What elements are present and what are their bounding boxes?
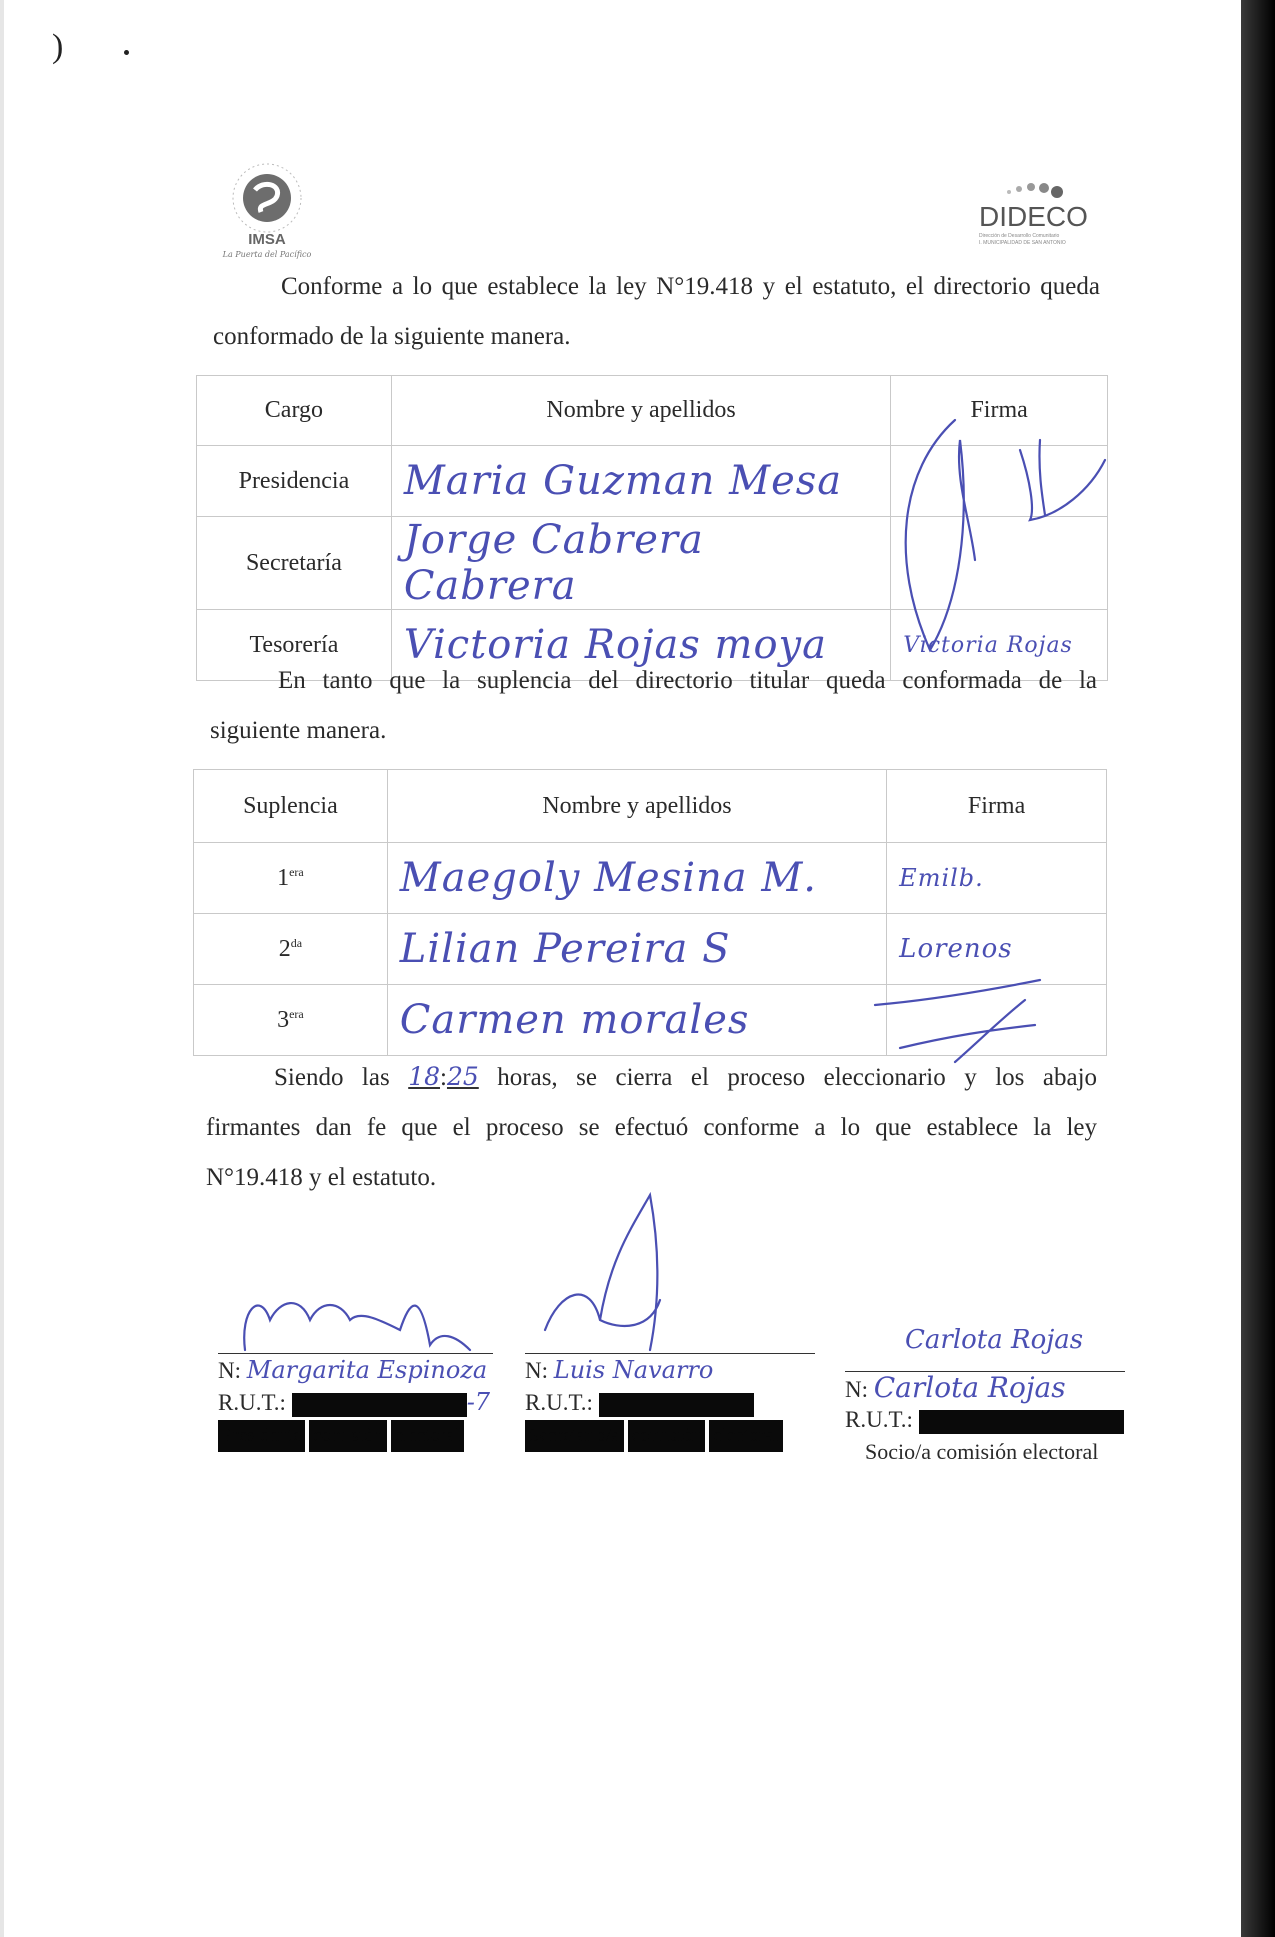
table-header-row (194, 770, 1107, 843)
signatory-name: Margarita Espinoza (246, 1356, 488, 1384)
dideco-dot (1007, 190, 1011, 194)
table-row (197, 446, 1108, 517)
ordinal: 3 (277, 1006, 290, 1033)
dideco-dot (1039, 183, 1049, 193)
closing-line3: N°19.418 y el estatuto. (206, 1164, 437, 1191)
signatory-name: Carlota Rojas (873, 1371, 1066, 1404)
signatory-rut-row (525, 1386, 815, 1418)
scan-edge-left (0, 0, 4, 1937)
redaction-bar (919, 1410, 1124, 1434)
dideco-logo-text: DIDECO (979, 201, 1088, 232)
header-firma: Firma (891, 376, 1108, 446)
suplencia-line2: siguiente manera. (210, 717, 387, 744)
table-row (194, 843, 1107, 914)
corner-dot (124, 50, 129, 55)
signatory-name-row (218, 1354, 493, 1386)
ordinal-suffix: era (289, 864, 304, 879)
handwritten-name: Jorge Cabrera Cabrera (391, 517, 890, 610)
closing-paragraph (206, 1052, 1097, 1203)
signatory-role (218, 1418, 493, 1450)
firma-cell (891, 517, 1108, 610)
signatory-secretario (525, 1353, 815, 1450)
intro-line1: Conforme a lo que establece la ley N°19.418 y el estatuto, el directorio queda (281, 273, 1100, 300)
dideco-logo (975, 180, 1095, 260)
signatory-role: Socio/a comisión electoral (865, 1439, 1099, 1464)
signatory-role (525, 1418, 815, 1450)
rut-label: R.U.T.: (525, 1390, 593, 1415)
name-label: N: (525, 1358, 548, 1383)
signatory-rut-row (218, 1386, 493, 1418)
redacted-role-word: electoral (391, 1420, 464, 1452)
closing-prefix: Siendo las (274, 1064, 390, 1091)
cargo-cell: Tesorería (197, 610, 392, 681)
redaction-bar (292, 1393, 467, 1417)
signatory-name-row (845, 1372, 1125, 1404)
imsa-logo-text: IMSA (248, 231, 286, 248)
imsa-logo (215, 160, 320, 260)
firma-handwritten: Emilb. (887, 843, 1107, 914)
signature-secretario-stroke (545, 1195, 660, 1350)
dideco-dot (1016, 186, 1022, 192)
signatory-presidente (218, 1353, 493, 1450)
redaction-bar (599, 1393, 754, 1417)
redacted-role-word: Presidente (218, 1420, 305, 1452)
closing-hour: 18 (408, 1062, 441, 1091)
table-row (197, 517, 1108, 610)
closing-line1 (206, 1052, 1097, 1103)
table-row (194, 985, 1107, 1056)
corner-mark: ) (52, 28, 64, 65)
signatory-name: Luis Navarro (553, 1356, 714, 1384)
intro-paragraph (213, 262, 1100, 362)
signature-presidente-stroke (244, 1303, 470, 1350)
ordinal-suffix: da (290, 935, 303, 950)
handwritten-name: Maegoly Mesina M. (387, 843, 886, 914)
suplencia-table (193, 769, 1107, 1056)
suplencia-line1: En tanto que la suplencia del directorio titular queda conformada de la (278, 667, 1097, 694)
header-firma: Firma (887, 770, 1107, 843)
handwritten-name: Victoria Rojas moya (391, 610, 890, 681)
signatory-socio (845, 1325, 1125, 1468)
redacted-role-word: electoral (709, 1420, 782, 1452)
rut-visible-digits: -7 (466, 1388, 491, 1416)
redacted-role-word: comisión (628, 1420, 706, 1452)
cargo-cell: Presidencia (197, 446, 392, 517)
ordinal: 1 (277, 864, 290, 891)
ordinal: 2 (278, 935, 291, 962)
suplencia-number (194, 843, 388, 914)
header-nombre: Nombre y apellidos (391, 376, 890, 446)
redacted-role-word: Secretario/a (525, 1420, 624, 1452)
directorio-table (196, 375, 1108, 681)
firma-cell (887, 985, 1107, 1056)
suplencia-number (194, 985, 388, 1056)
suplencia-number (194, 914, 388, 985)
firma-handwritten: Victoria Rojas (891, 610, 1108, 681)
closing-line2: firmantes dan fe que el proceso se efectuó conforme a lo que establece la ley (206, 1114, 1097, 1141)
name-label: N: (218, 1358, 241, 1383)
rut-label: R.U.T.: (218, 1390, 286, 1415)
redacted-role-word: comisión (309, 1420, 387, 1452)
dideco-dot (1051, 186, 1063, 198)
dideco-dot (1027, 183, 1035, 191)
closing-suffix: horas, se cierra el proceso eleccionario y los abajo (497, 1064, 1098, 1091)
closing-sep: : (440, 1064, 447, 1091)
ordinal-suffix: era (289, 1006, 304, 1021)
rut-label: R.U.T.: (845, 1407, 913, 1432)
handwritten-name: Lilian Pereira S (387, 914, 886, 985)
header-suplencia: Suplencia (194, 770, 388, 843)
signatory-name-row (525, 1354, 815, 1386)
suplencia-paragraph (210, 656, 1097, 756)
intro-line2: conformado de la siguiente manera. (213, 323, 571, 350)
dideco-subtitle: Dirección de Desarrollo Comunitario (979, 233, 1060, 239)
signatory-rut-row (845, 1404, 1125, 1436)
table-row (194, 914, 1107, 985)
table-header-row (197, 376, 1108, 446)
imsa-tagline: La Puerta del Pacífico (222, 250, 312, 259)
closing-minute: 25 (446, 1062, 479, 1091)
firma-handwritten: Lorenos (887, 914, 1107, 985)
cargo-cell: Secretaría (197, 517, 392, 610)
signature-handwritten: Carlota Rojas (905, 1325, 1084, 1355)
scan-edge-right (1241, 0, 1275, 1937)
handwritten-name: Maria Guzman Mesa (391, 446, 890, 517)
imsa-emblem (243, 174, 291, 222)
header-cargo: Cargo (197, 376, 392, 446)
dideco-subtitle2: I. MUNICIPALIDAD DE SAN ANTONIO (979, 240, 1066, 246)
handwritten-name: Carmen morales (387, 985, 886, 1056)
header-nombre: Nombre y apellidos (387, 770, 886, 843)
firma-cell (891, 446, 1108, 517)
name-label: N: (845, 1377, 868, 1402)
